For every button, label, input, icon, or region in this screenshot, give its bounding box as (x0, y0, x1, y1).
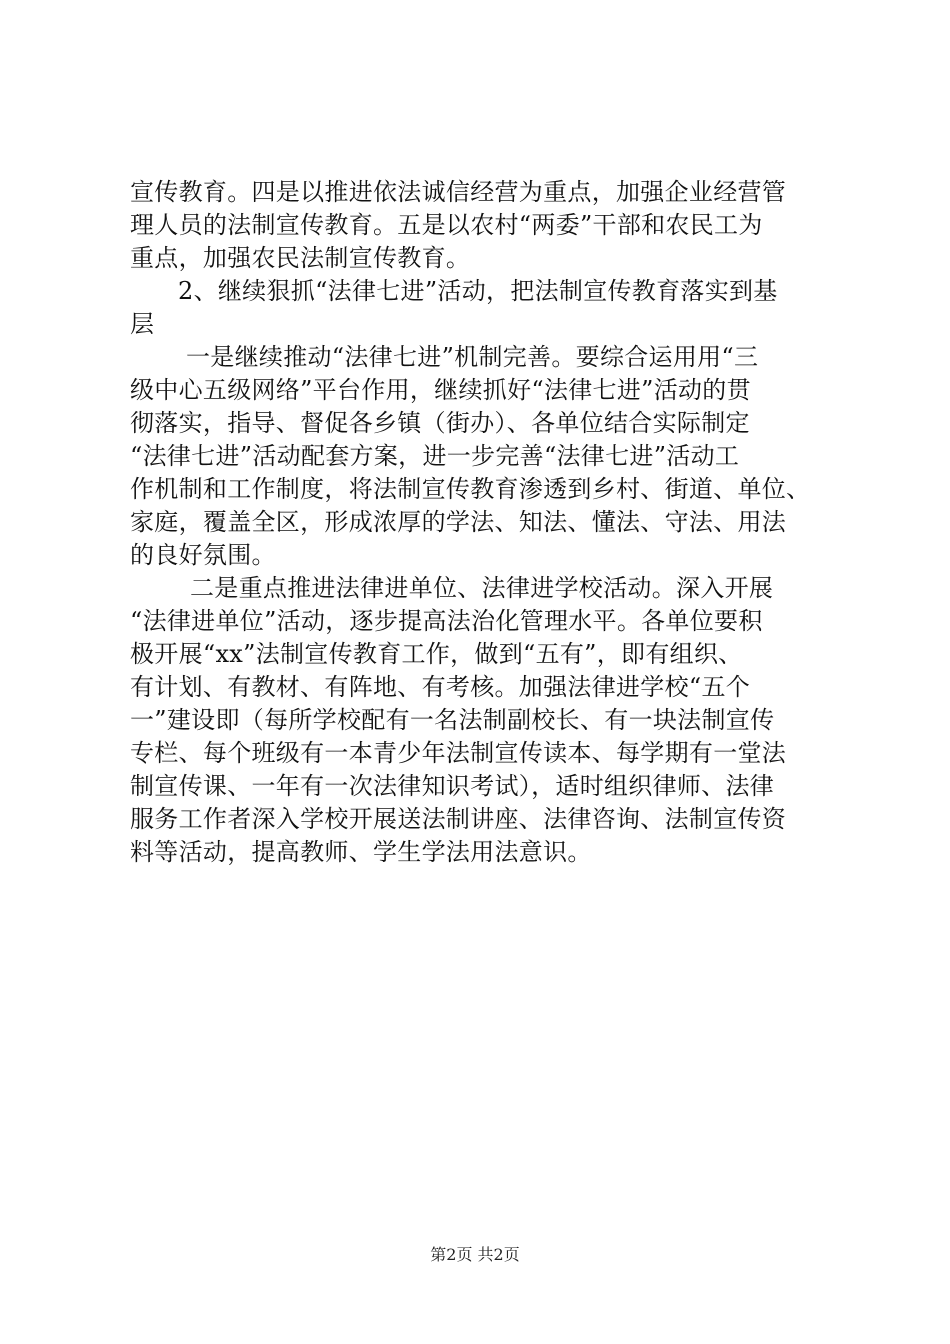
text-line: 制宣传课、一年有一次法律知识考试），适时组织律师、法律 (130, 772, 775, 800)
document-body (130, 176, 830, 869)
text-line: 服务工作者深入学校开展送法制讲座、法律咨询、法制宣传资 (130, 805, 787, 833)
text-line: 料等活动，提高教师、学生学法用法意识。 (130, 838, 592, 866)
text-line: 层 (130, 310, 155, 338)
text-line: 2、继续狠抓“法律七进”活动，把法制宣传教育落实到基 (178, 277, 778, 305)
text-line: 彻落实，指导、督促各乡镇（街办）、各单位结合实际制定 (130, 409, 750, 437)
text-line: 级中心五级网络”平台作用，继续抓好“法律七进”活动的贯 (130, 376, 751, 404)
text-line: 重点，加强农民法制宣传教育。 (130, 244, 471, 272)
text-line: 极开展“xx”法制宣传教育工作，做到“五有”，即有组织、 (130, 640, 743, 668)
text-line: 二是重点推进法律进单位、法律进学校活动。深入开展 (190, 574, 774, 602)
text-line: 作机制和工作制度，将法制宣传教育渗透到乡村、街道、单位、 (130, 475, 811, 503)
text-line: 专栏、每个班级有一本青少年法制宣传读本、每学期有一堂法 (130, 739, 787, 767)
text-line: 一”建设即（每所学校配有一名法制副校长、有一块法制宣传 (130, 706, 775, 734)
page-footer: 第2页 共2页 (430, 1245, 520, 1264)
text-line: 宣传教育。四是以推进依法诚信经营为重点，加强企业经营管 (130, 178, 787, 206)
text-line: 理人员的法制宣传教育。五是以农村“两委”干部和农民工为 (130, 211, 763, 239)
text-line: 家庭，覆盖全区，形成浓厚的学法、知法、懂法、守法、用法 (130, 508, 787, 536)
text-line: 有计划、有教材、有阵地、有考核。加强法律进学校“五个 (130, 673, 751, 701)
text-line: 的良好氛围。 (130, 541, 276, 569)
text-line: “法律进单位”活动，逐步提高法治化管理水平。各单位要积 (130, 607, 763, 635)
text-line: “法律七进”活动配套方案，进一步完善“法律七进”活动工 (130, 442, 740, 470)
text-line: 一是继续推动“法律七进”机制完善。要综合运用用“三 (186, 343, 759, 371)
